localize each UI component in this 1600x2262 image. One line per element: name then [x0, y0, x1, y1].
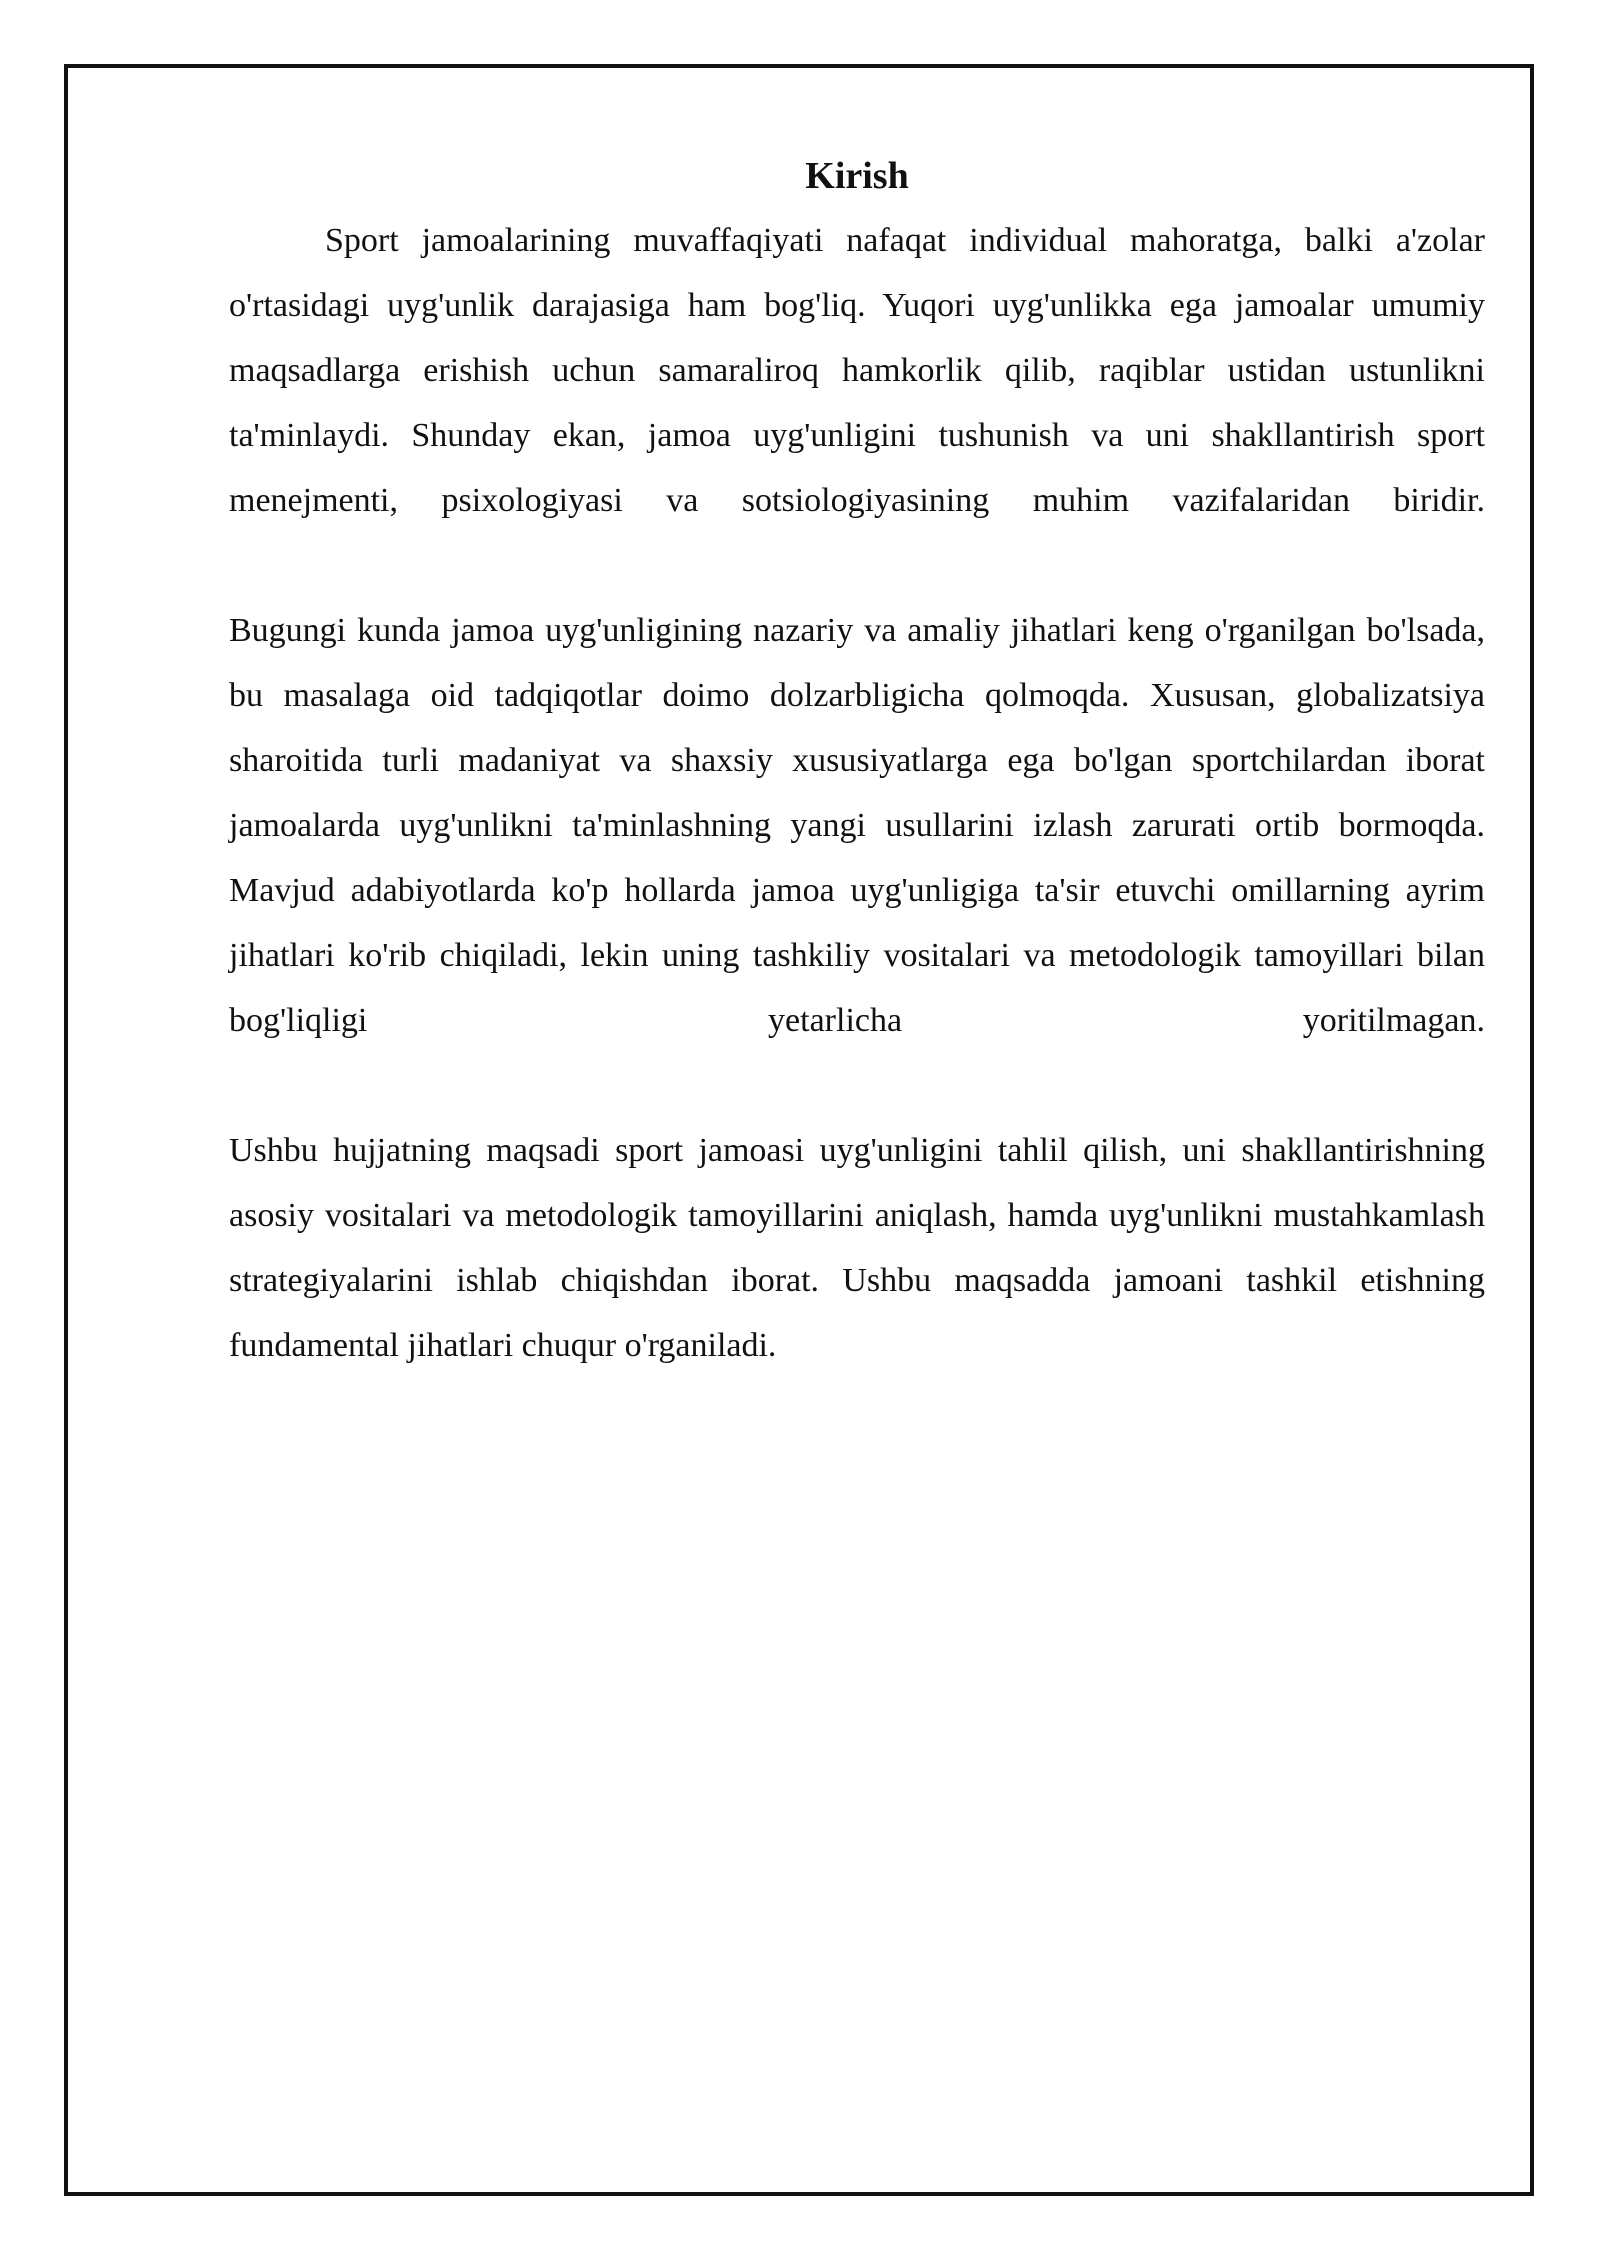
- paragraph-spacer: [229, 1053, 1485, 1118]
- document-body: [229, 150, 1485, 1378]
- document-title: Kirish: [805, 155, 909, 197]
- paragraph-2: Bugungi kunda jamoa uyg'unligining nazariy va amaliy jihatlari keng o'rganilgan bo'lsada, bu masalaga oid tadqiqotlar doimo dolzarbligicha qolmoqda. Xususan, globalizatsiya sharoitida turli madaniyat va shaxsiy xususiyatlarga ega bo'lgan sportchilardan iborat jamoalarda uyg'unlikni ta'minlashning yangi usullarini izlash zarurati ortib bormoqda. Mavjud adabiyotlarda ko'p hollarda jamoa uyg'unligiga ta'sir etuvchi omillarning ayrim jihatlari ko'rib chiqiladi, lekin uning tashkiliy vositalari va metodologik tamoyillari bilan bog'liqligi yetarlicha yoritilmagan.: [229, 612, 1485, 1039]
- paragraph-1: Sport jamoalarining muvaffaqiyati nafaqat individual mahoratga, balki a'zolar o'rtasidagi uyg'unlik darajasiga ham bog'liq. Yuqori uyg'unlikka ega jamoalar umumiy maqsadlarga erishish uchun samaraliroq hamkorlik qilib, raqiblar ustidan ustunlikni ta'minlaydi. Shunday ekan, jamoa uyg'unligini tushunish va uni shakllantirish sport menejmenti, psixologiyasi va sotsiologiyasining muhim vazifalaridan biridir.: [229, 222, 1485, 519]
- paragraph-spacer: [229, 533, 1485, 598]
- paragraph-3: Ushbu hujjatning maqsadi sport jamoasi uyg'unligini tahlil qilish, uni shakllantirishning asosiy vositalari va metodologik tamoyillarini aniqlash, hamda uyg'unlikni mustahkamlash strategiyalarini ishlab chiqishdan iborat. Ushbu maqsadda jamoani tashkil etishning fundamental jihatlari chuqur o'rganiladi.: [229, 1132, 1485, 1364]
